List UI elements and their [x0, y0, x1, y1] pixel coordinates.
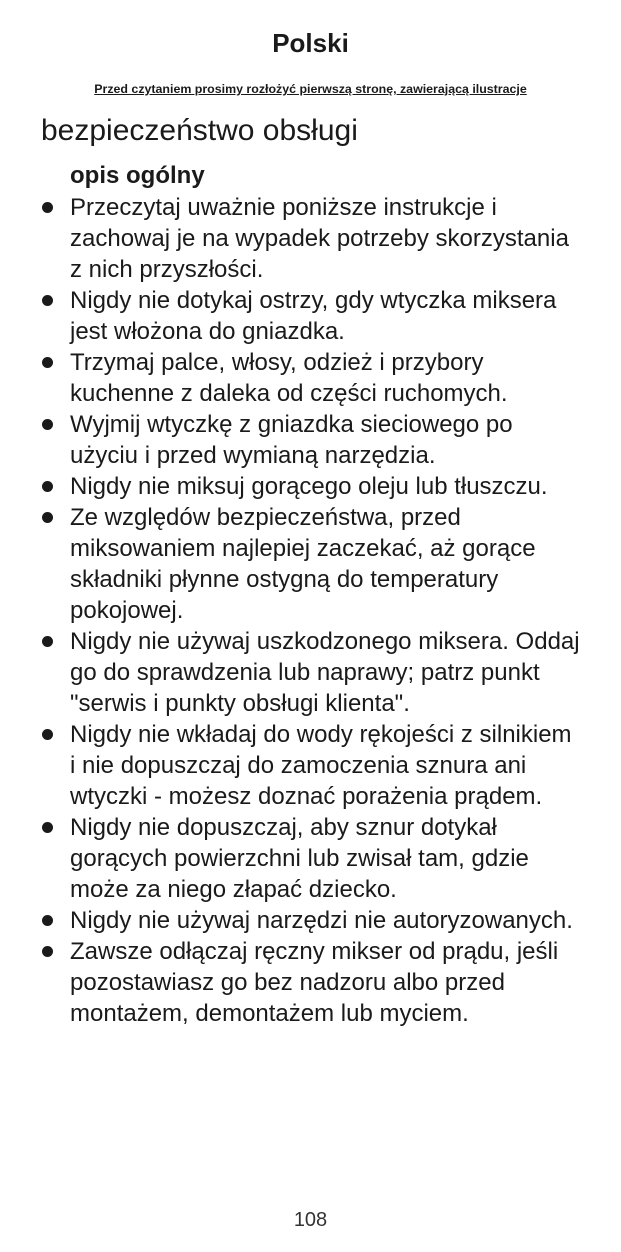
list-item — [0, 626, 621, 719]
page-number: 108 — [293, 1209, 328, 1231]
bullet-icon — [42, 419, 53, 430]
bullet-icon — [42, 636, 53, 647]
list-item — [0, 905, 621, 936]
bullet-icon — [42, 946, 53, 957]
bullet-icon — [42, 512, 53, 523]
fold-out-notice: Przed czytaniem prosimy rozłożyć pierwszą stronę, zawierającą ilustracje — [94, 82, 527, 96]
list-item-text: Wyjmij wtyczkę z gniazdka sieciowego po użyciu i przed wymianą narzędzia. — [70, 411, 513, 469]
bullet-icon — [42, 295, 53, 306]
list-item — [0, 192, 621, 285]
list-item-text: Nigdy nie dopuszczaj, aby sznur dotykał gorących powierzchni lub zwisał tam, gdzie może za niego złapać dziecko. — [70, 814, 529, 903]
list-item — [0, 502, 621, 626]
bullet-icon — [42, 915, 53, 926]
subsection-title: opis ogólny — [70, 162, 205, 189]
list-item — [0, 812, 621, 905]
list-item-text: Nigdy nie używaj uszkodzonego miksera. Oddaj go do sprawdzenia lub naprawy; patrz punkt "serwis i punkty obsługi klienta". — [70, 628, 580, 717]
list-item — [0, 719, 621, 812]
list-item-text: Ze względów bezpieczeństwa, przed miksowaniem najlepiej zaczekać, aż gorące składniki płynne ostygną do temperatury pokojowej. — [70, 504, 536, 624]
safety-instructions-list — [0, 192, 621, 1029]
list-item-text: Zawsze odłączaj ręczny mikser od prądu, jeśli pozostawiasz go bez nadzoru albo przed montażem, demontażem lub myciem. — [70, 938, 559, 1027]
list-item-text: Nigdy nie dotykaj ostrzy, gdy wtyczka miksera jest włożona do gniazdka. — [70, 287, 557, 345]
list-item-text: Nigdy nie miksuj gorącego oleju lub tłuszczu. — [70, 473, 548, 500]
list-item-text: Nigdy nie używaj narzędzi nie autoryzowanych. — [70, 907, 573, 934]
list-item — [0, 471, 621, 502]
bullet-icon — [42, 202, 53, 213]
list-item — [0, 936, 621, 1029]
list-item — [0, 285, 621, 347]
list-item-text: Trzymaj palce, włosy, odzież i przybory kuchenne z daleka od części ruchomych. — [70, 349, 508, 407]
language-heading: Polski — [272, 28, 349, 58]
bullet-icon — [42, 481, 53, 492]
bullet-icon — [42, 822, 53, 833]
bullet-icon — [42, 729, 53, 740]
list-item-text: Przeczytaj uważnie poniższe instrukcje i zachowaj je na wypadek potrzeby skorzystania z nich przyszłości. — [70, 194, 569, 283]
list-item-text: Nigdy nie wkładaj do wody rękojeści z silnikiem i nie dopuszczaj do zamoczenia sznura ani wtyczki - możesz doznać porażenia prądem. — [70, 721, 572, 810]
bullet-icon — [42, 357, 53, 368]
list-item — [0, 409, 621, 471]
section-title: bezpieczeństwo obsługi — [41, 114, 358, 147]
list-item — [0, 347, 621, 409]
